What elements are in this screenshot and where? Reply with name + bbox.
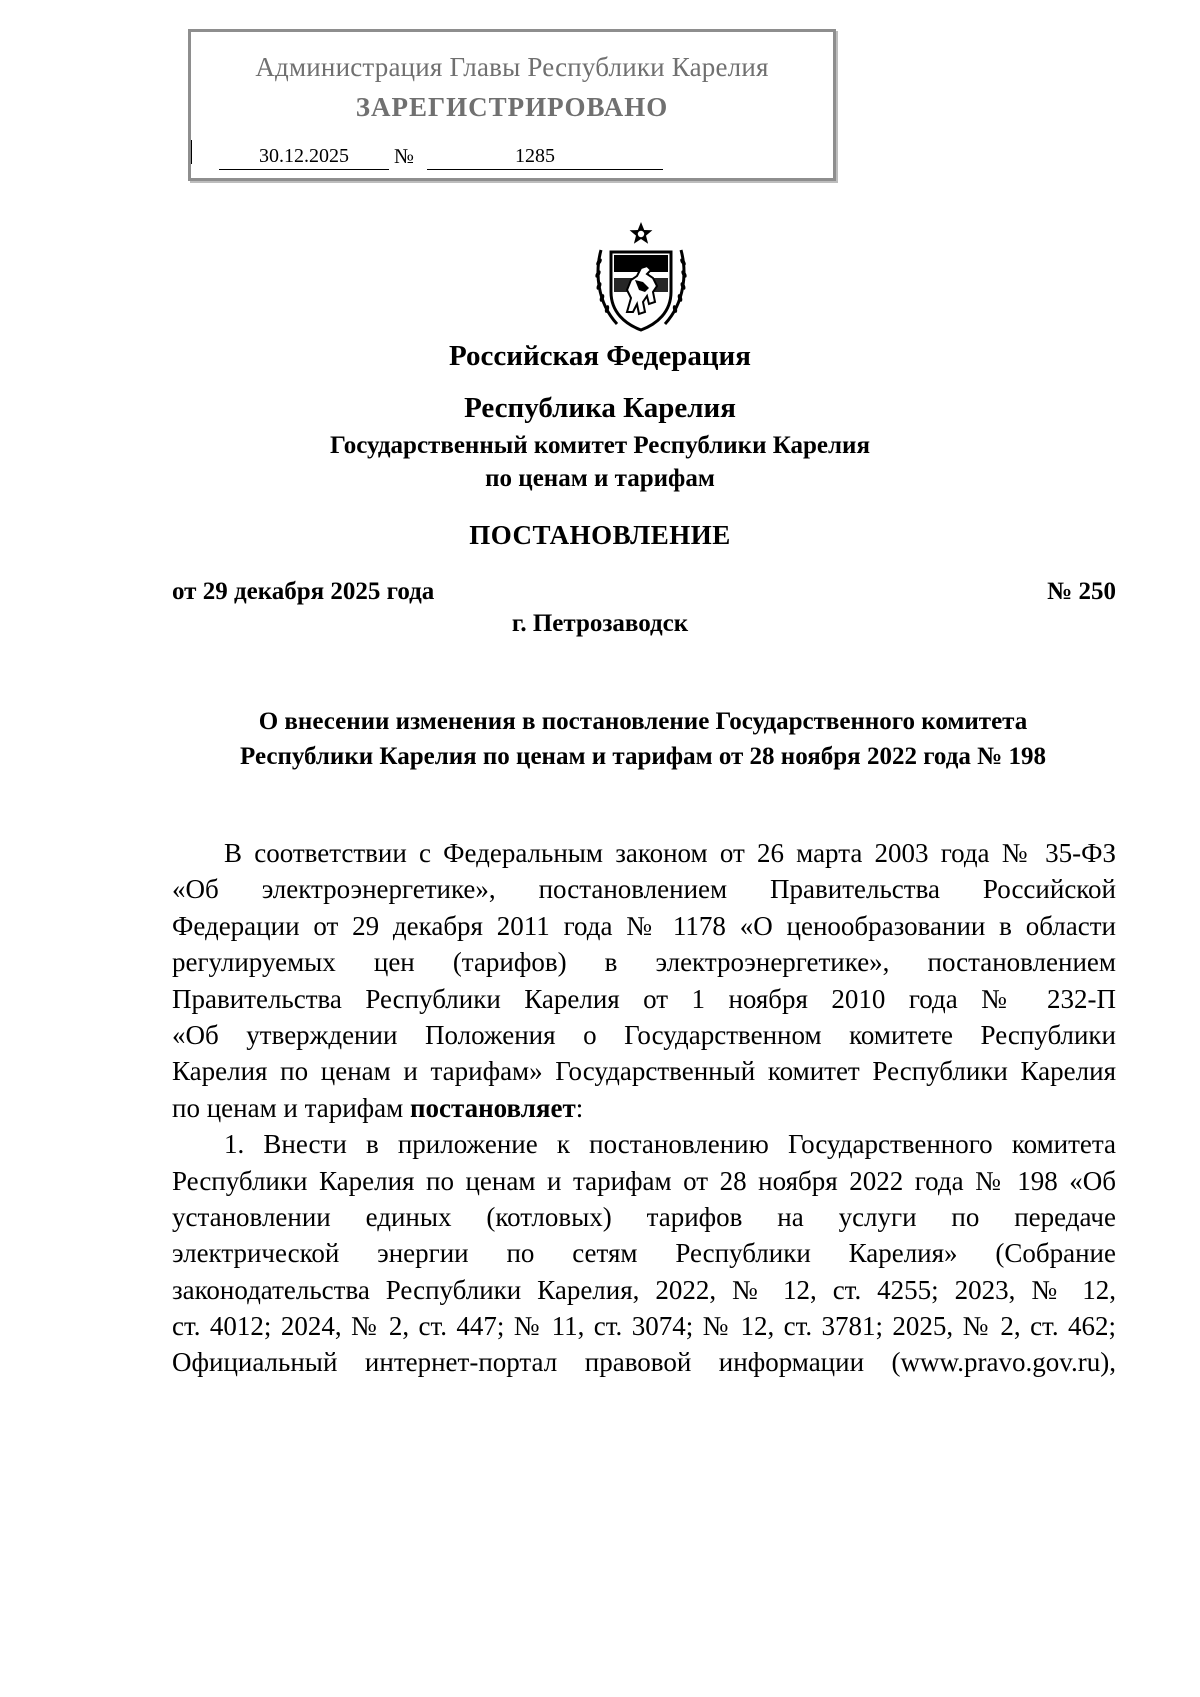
document-type-heading: ПОСТАНОВЛЕНИЕ bbox=[469, 520, 731, 550]
republic-heading: Республика Карелия bbox=[464, 392, 736, 424]
karelia-coat-of-arms-icon bbox=[587, 220, 695, 338]
item1-line: установлении единых (котловых) тарифов на услуги по передаче bbox=[172, 1201, 1116, 1232]
body-line: Карелия по ценам и тарифам» Государственный комитет Республики Карелия bbox=[172, 1056, 1116, 1087]
body-line: регулируемых цен (тарифов) в электроэнергетике», постановлением bbox=[172, 947, 1116, 978]
stamp-date: 30.12.2025 bbox=[219, 145, 389, 170]
stamp-tick-mark bbox=[191, 140, 192, 164]
resolution-suffix: : bbox=[575, 1092, 584, 1123]
committee-heading-line2: по ценам и тарифам bbox=[485, 465, 715, 492]
item1-line: Официальный интернет-портал правовой информации (www.pravo.gov.ru), bbox=[172, 1347, 1116, 1378]
body-line: «Об утверждении Положения о Государственном комитете Республики bbox=[172, 1019, 1116, 1050]
stamp-number: 1285 bbox=[427, 145, 663, 170]
stamp-status: ЗАРЕГИСТРИРОВАНО bbox=[355, 92, 669, 122]
decree-date: от 29 декабря 2025 года bbox=[172, 578, 435, 605]
decree-city: г. Петрозаводск bbox=[511, 610, 689, 637]
item1-line: ст. 4012; 2024, № 2, ст. 447; № 11, ст. 3074; № 12, ст. 3781; 2025, № 2, ст. 462; bbox=[172, 1311, 1116, 1342]
resolution-prefix: по ценам и тарифам bbox=[172, 1092, 410, 1123]
document-title-line2: Республики Карелия по ценам и тарифам от 28 ноября 2022 года № 198 bbox=[240, 743, 1046, 770]
decree-number: № 250 bbox=[1047, 578, 1116, 605]
body-line: Правительства Республики Карелия от 1 ноября 2010 года № 232-П bbox=[172, 983, 1116, 1014]
item1-line: 1. Внести в приложение к постановлению Государственного комитета bbox=[224, 1129, 1116, 1160]
registration-stamp bbox=[188, 29, 836, 181]
document-title-line1: О внесении изменения в постановление Государственного комитета bbox=[258, 708, 1028, 735]
resolution-keyword: постановляет bbox=[409, 1092, 576, 1123]
item1-line: законодательства Республики Карелия, 2022, № 12, ст. 4255; 2023, № 12, bbox=[172, 1274, 1116, 1305]
body-line: Федерации от 29 декабря 2011 года № 1178 «О ценообразовании в области bbox=[172, 910, 1116, 941]
item1-line: Республики Карелия по ценам и тарифам от 28 ноября 2022 года № 198 «Об bbox=[172, 1165, 1116, 1196]
stamp-organization: Администрация Главы Республики Карелия bbox=[255, 52, 769, 82]
body-line: В соответствии с Федеральным законом от 26 марта 2003 года № 35-ФЗ bbox=[224, 838, 1116, 868]
federation-heading: Российская Федерация bbox=[449, 340, 751, 372]
body-line-resolution bbox=[172, 1090, 1116, 1126]
item1-line: электрической энергии по сетям Республики Карелия» (Собрание bbox=[172, 1238, 1116, 1269]
stamp-number-label: № bbox=[394, 144, 415, 168]
body-line: «Об электроэнергетике», постановлением Правительства Российской bbox=[172, 874, 1116, 905]
committee-heading-line1: Государственный комитет Республики Карелия bbox=[330, 432, 870, 459]
document-body bbox=[172, 835, 1116, 1381]
